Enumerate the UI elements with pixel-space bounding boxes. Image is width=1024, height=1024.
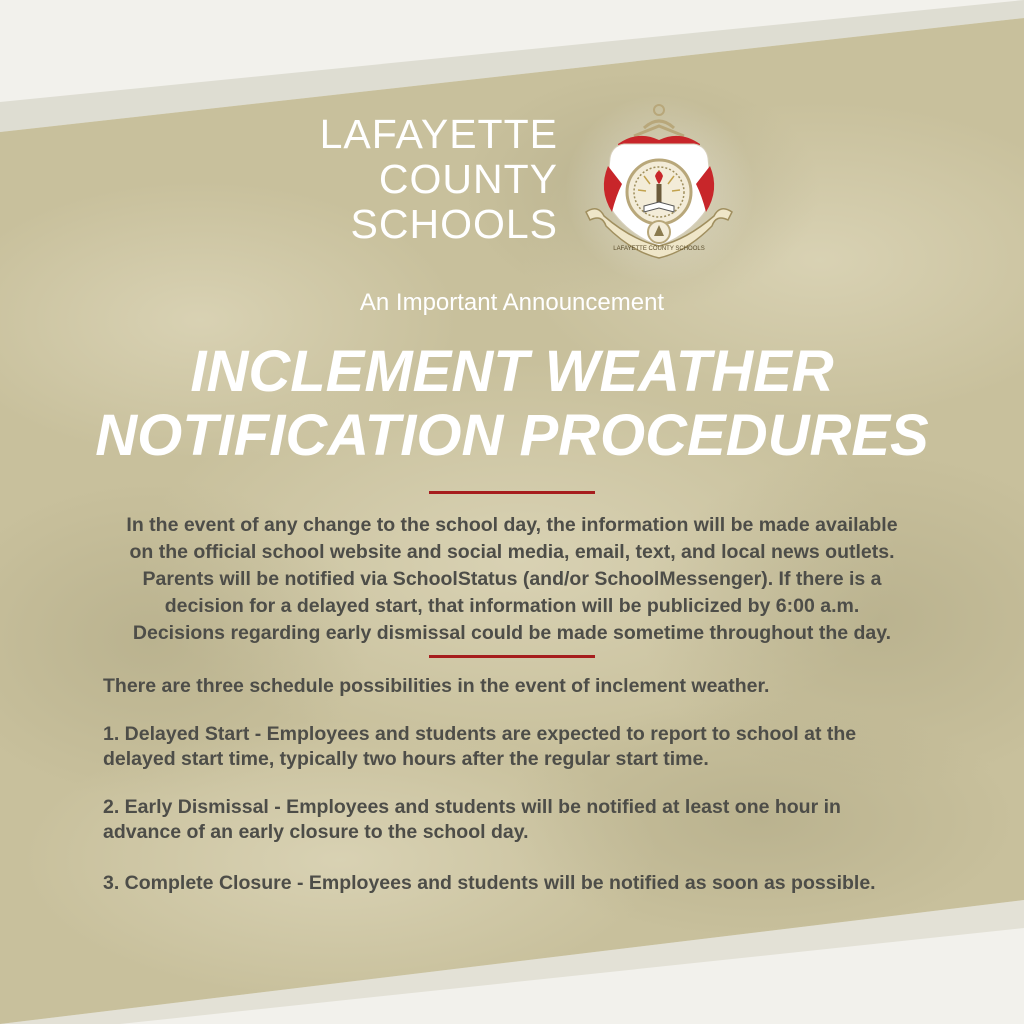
schedule-item-line: delayed start time, typically two hours after the regular start time. bbox=[103, 748, 709, 770]
divider-bottom bbox=[429, 655, 595, 658]
schedule-item-line: 1. Delayed Start - Employees and students are expected to report to school at the bbox=[103, 723, 857, 745]
headline bbox=[0, 340, 1024, 468]
school-name-line-3: SCHOOLS bbox=[350, 201, 558, 247]
school-name-line-1: LAFAYETTE bbox=[319, 111, 558, 157]
school-crest-logo bbox=[578, 100, 740, 270]
school-name-line-2: COUNTY bbox=[378, 156, 558, 202]
intro-line: decision for a delayed start, that information will be publicized by 6:00 a.m. bbox=[164, 595, 860, 617]
schedule-item-line: 2. Early Dismissal - Employees and students will be notified at least one hour in bbox=[103, 796, 841, 818]
schedule-intro bbox=[103, 674, 933, 699]
intro-line: Decisions regarding early dismissal could be made sometime throughout the day. bbox=[132, 622, 892, 644]
school-name bbox=[300, 112, 558, 247]
intro-line: In the event of any change to the school day, the information will be made available bbox=[126, 514, 898, 536]
schedule-intro-text: There are three schedule possibilities in the event of inclement weather. bbox=[103, 675, 770, 697]
intro-line: Parents will be notified via SchoolStatus (and/or SchoolMessenger). If there is a bbox=[142, 568, 882, 590]
schedule-item-early-dismissal bbox=[103, 795, 933, 845]
headline-line-2: NOTIFICATION PROCEDURES bbox=[95, 403, 929, 468]
intro-paragraph bbox=[96, 512, 928, 647]
schedule-item-delayed-start bbox=[103, 722, 933, 772]
intro-line: on the official school website and social media, email, text, and local news outlets. bbox=[129, 541, 895, 563]
schedule-item-complete-closure bbox=[103, 871, 933, 896]
divider-top bbox=[429, 491, 595, 494]
schedule-item-line: 3. Complete Closure - Employees and students will be notified as soon as possible. bbox=[103, 872, 876, 894]
svg-text:LAFAYETTE COUNTY SCHOOLS: LAFAYETTE COUNTY SCHOOLS bbox=[613, 246, 705, 252]
announcement-subtitle: An Important Announcement bbox=[359, 289, 665, 316]
headline-line-1: INCLEMENT WEATHER bbox=[190, 339, 834, 404]
schedule-item-line: advance of an early closure to the school day. bbox=[103, 821, 529, 843]
